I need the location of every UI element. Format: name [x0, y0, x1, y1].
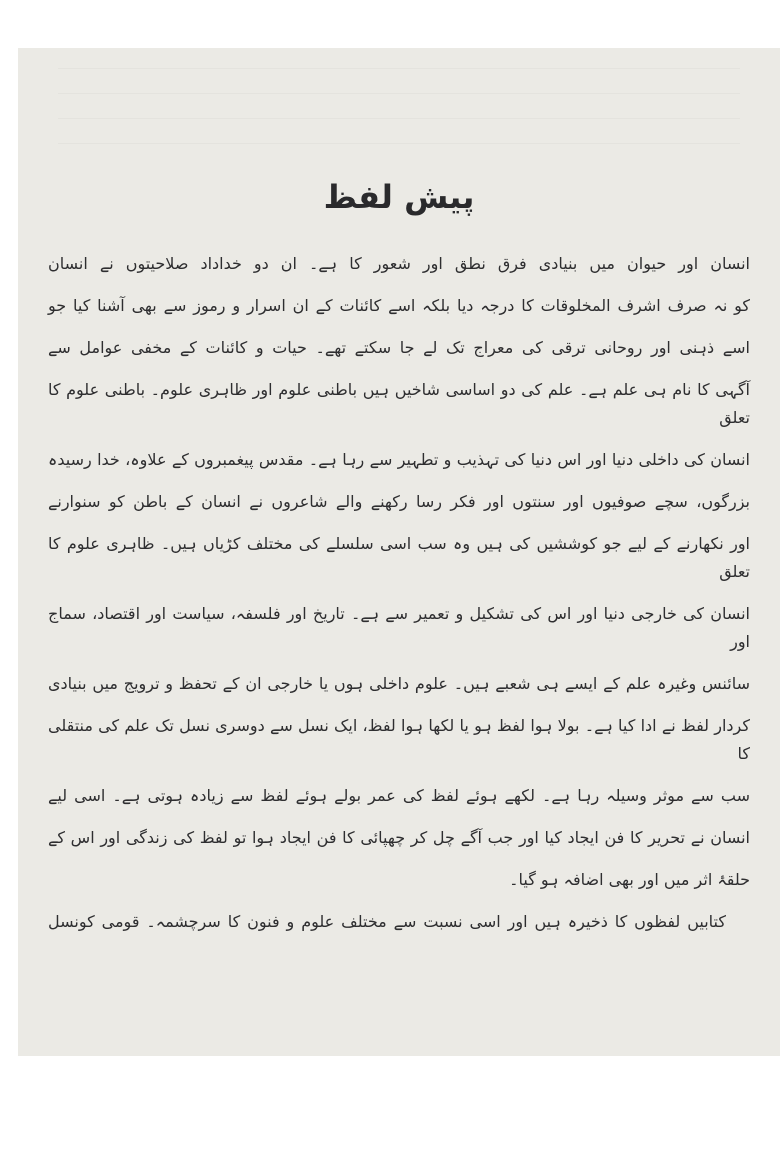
document-page — [18, 48, 780, 1056]
text-line: اور نکھارنے کے لیے جو کوششیں کی ہیں وہ سب اسی سلسلے کی مختلف کڑیاں ہیں۔ ظاہری علوم کا تعلق — [48, 534, 750, 581]
text-line: کو نہ صرف اشرف المخلوقات کا درجہ دیا بلکہ اسے کائنات کے ان اسرار و رموز سے بھی آشنا کیا جو — [48, 296, 750, 315]
text-line: انسان کی داخلی دنیا اور اس دنیا کی تہذیب و تطہیر سے رہا ہے۔ مقدس پیغمبروں کے علاوہ، خدا رسیدہ — [48, 450, 750, 469]
text-line: کردار لفظ نے ادا کیا ہے۔ بولا ہوا لفظ ہو یا لکھا ہوا لفظ، ایک نسل سے دوسری نسل تک علم کی منتقلی کا — [48, 716, 750, 763]
text-line: اسے ذہنی اور روحانی ترقی کی معراج تک لے جا سکتے تھے۔ حیات و کائنات کے مخفی عوامل سے — [48, 338, 750, 357]
text-line: انسان اور حیوان میں بنیادی فرق نطق اور شعور کا ہے۔ ان دو خداداد صلاحیتوں نے انسان — [48, 254, 750, 273]
bleed-through-line — [58, 93, 740, 118]
bleed-through-line — [58, 68, 740, 93]
page-title: پیش لفظ — [323, 178, 475, 216]
body-text — [48, 250, 750, 936]
text-line: آگہی کا نام ہی علم ہے۔ علم کی دو اساسی شاخیں ہیں باطنی علوم اور ظاہری علوم۔ باطنی علوم کا تعلق — [48, 380, 750, 427]
text-line: انسان نے تحریر کا فن ایجاد کیا اور جب آگے چل کر چھپائی کا فن ایجاد ہوا تو لفظ کی زندگی اور اس کے — [48, 828, 750, 847]
bleed-through-line — [58, 118, 740, 143]
text-line: بزرگوں، سچے صوفیوں اور سنتوں اور فکر رسا رکھنے والے شاعروں نے انسان کے باطن کو سنوارنے — [48, 492, 750, 511]
text-line: کتابیں لفظوں کا ذخیرہ ہیں اور اسی نسبت سے مختلف علوم و فنون کا سرچشمہ۔ قومی کونسل — [48, 912, 726, 931]
text-line: سائنس وغیرہ علم کے ایسے ہی شعبے ہیں۔ علوم داخلی ہوں یا خارجی ان کے تحفظ و ترویج میں بنیادی — [48, 674, 750, 693]
text-line: انسان کی خارجی دنیا اور اس کی تشکیل و تعمیر سے ہے۔ تاریخ اور فلسفہ، سیاست اور اقتصاد، سماج اور — [48, 604, 750, 651]
bleed-through-line — [58, 143, 740, 168]
text-line: حلقۂ اثر میں اور بھی اضافہ ہو گیا۔ — [509, 870, 750, 889]
text-line: سب سے موثر وسیلہ رہا ہے۔ لکھے ہوئے لفظ کی عمر بولے ہوئے لفظ سے زیادہ ہوتی ہے۔ اسی لیے — [48, 786, 750, 805]
